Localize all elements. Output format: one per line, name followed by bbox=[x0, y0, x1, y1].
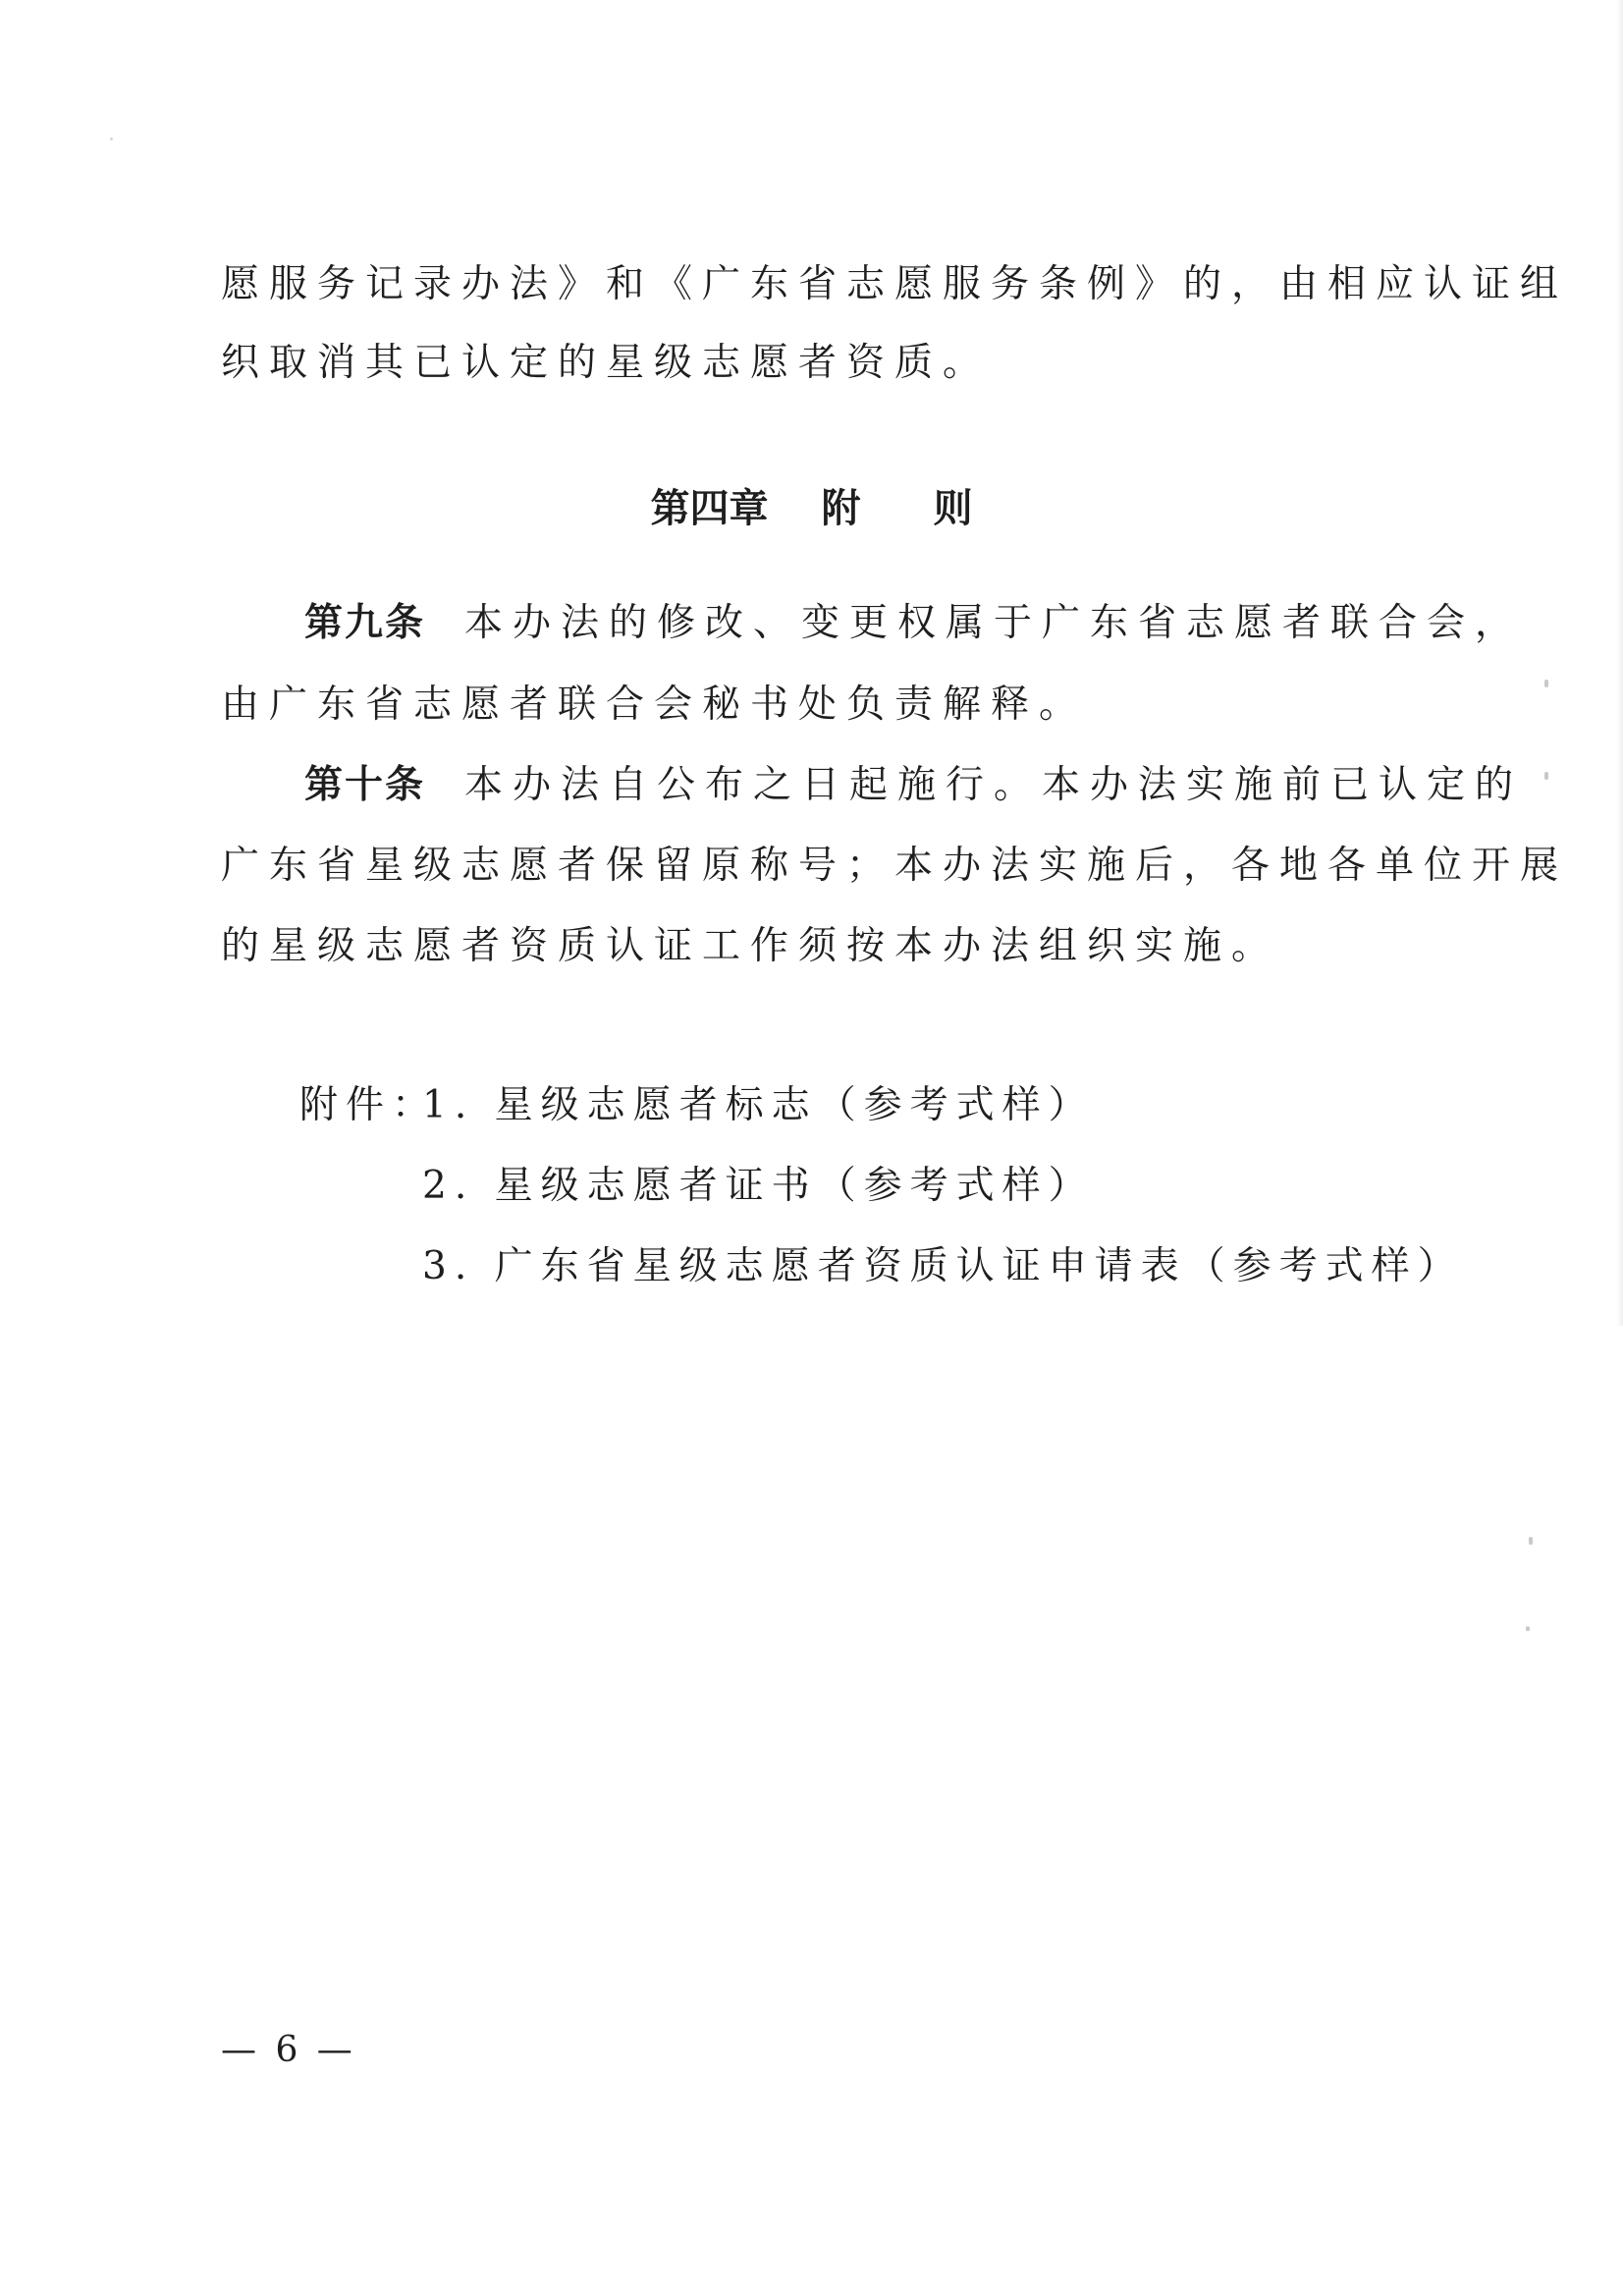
article-10-text-1: 本办法自公布之日起施行。本办法实施前已认定的 bbox=[464, 763, 1524, 807]
attachments-label: 附件： bbox=[299, 1083, 439, 1127]
scan-speck bbox=[1544, 680, 1548, 687]
scan-speck bbox=[1526, 1626, 1530, 1631]
article-10-line-1 bbox=[304, 763, 1524, 807]
chapter-title-part-2: 则 bbox=[933, 486, 973, 531]
scan-speck bbox=[110, 137, 113, 140]
article-10-line-2: 广东省星级志愿者保留原称号；本办法实施后，各地各单位开展 bbox=[221, 844, 1569, 888]
article-9-line-2: 由广东省志愿者联合会秘书处负责解释。 bbox=[221, 683, 1088, 727]
body-continuation-line-1: 愿服务记录办法》和《广东省志愿服务条例》的，由相应认证组 bbox=[221, 262, 1569, 306]
article-9-title: 第九条 bbox=[304, 601, 426, 645]
article-9-line-1 bbox=[304, 601, 1524, 645]
chapter-heading bbox=[0, 486, 1623, 531]
scan-edge-shadow bbox=[1617, 0, 1623, 1326]
article-9-text-1: 本办法的修改、变更权属于广东省志愿者联合会， bbox=[464, 601, 1524, 645]
attachment-item-2: 2. 星级志愿者证书（参考式样） bbox=[422, 1164, 1095, 1208]
chapter-title-part-1: 附 bbox=[821, 486, 861, 531]
chapter-number: 第四章 bbox=[650, 486, 769, 531]
attachment-item-1: 1. 星级志愿者标志（参考式样） bbox=[422, 1083, 1095, 1127]
body-continuation-line-2: 织取消其已认定的星级志愿者资质。 bbox=[221, 341, 992, 385]
scan-speck bbox=[1544, 772, 1548, 780]
page-number: — 6 — bbox=[221, 2030, 356, 2070]
attachment-item-3: 3. 广东省星级志愿者资质认证申请表（参考式样） bbox=[422, 1244, 1464, 1288]
article-10-line-3: 的星级志愿者资质认证工作须按本办法组织实施。 bbox=[221, 924, 1280, 968]
article-10-title: 第十条 bbox=[304, 763, 426, 807]
scan-speck bbox=[1529, 1537, 1533, 1545]
